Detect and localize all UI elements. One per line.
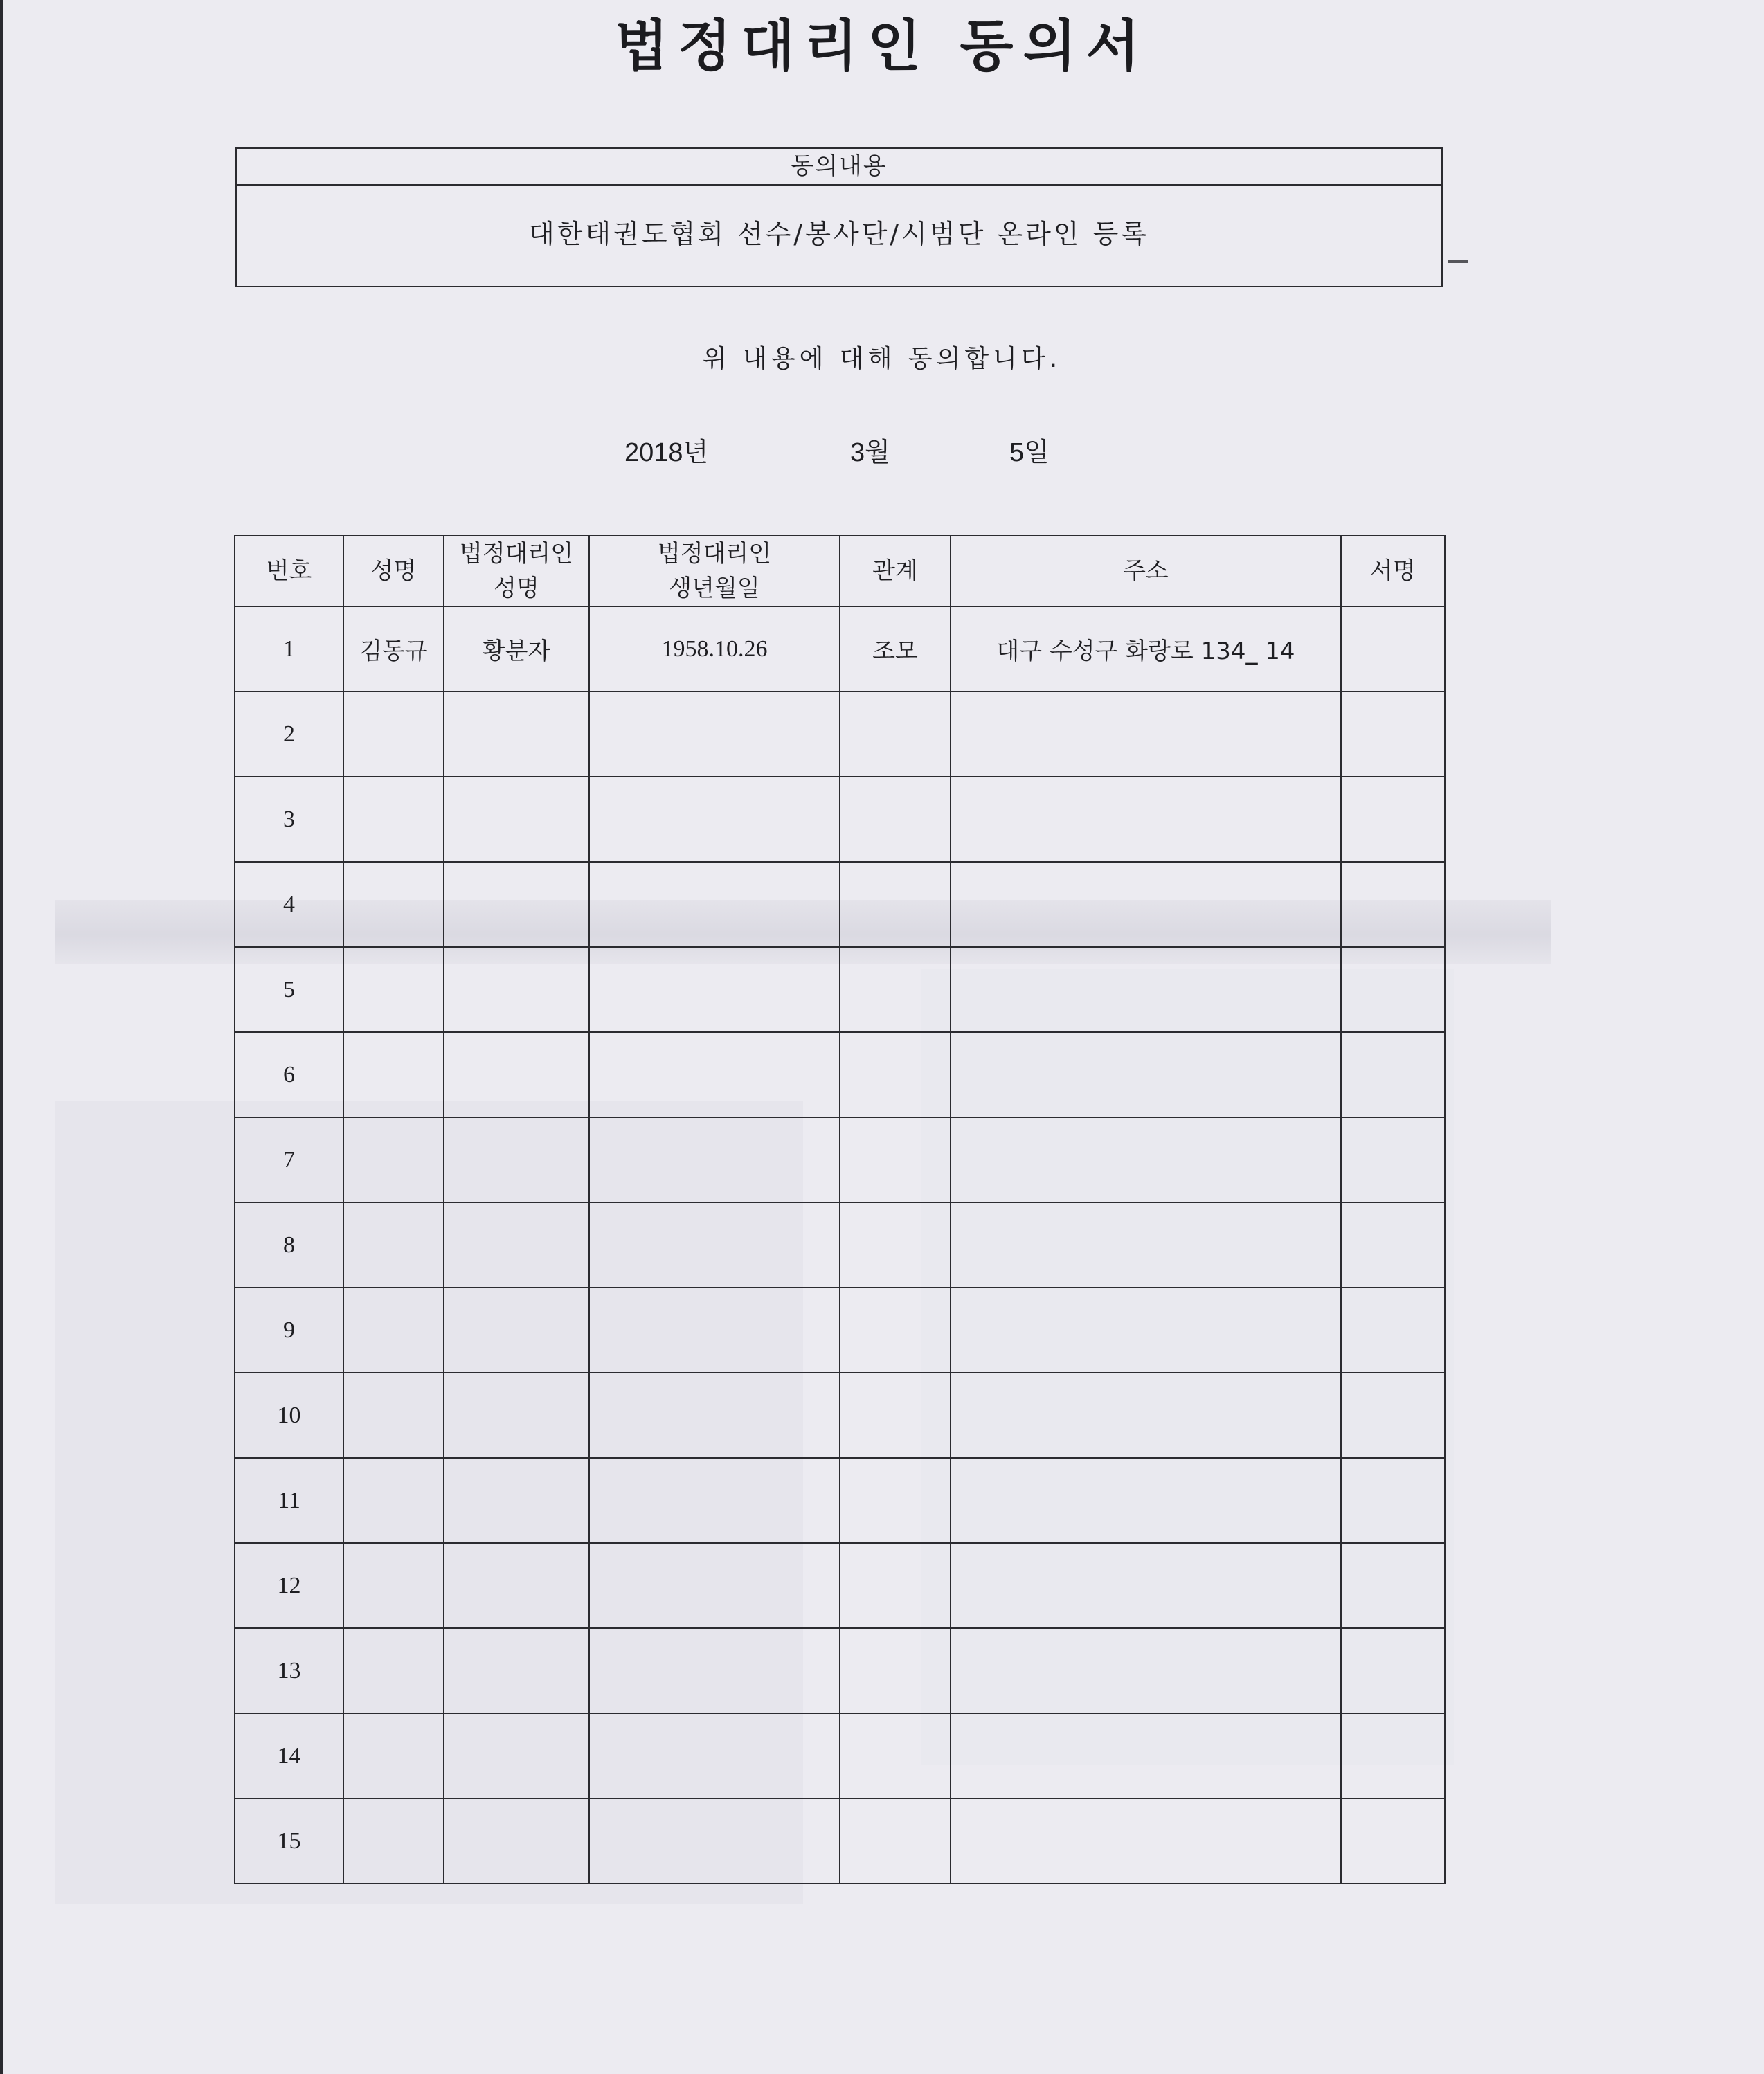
row-guardian-name — [444, 1032, 589, 1117]
row-name — [343, 1032, 444, 1117]
guardian-table — [234, 535, 1446, 1884]
row-name — [343, 1288, 444, 1373]
row-address — [951, 1713, 1341, 1798]
row-guardian-birth — [589, 692, 840, 777]
row-signature — [1341, 1458, 1445, 1543]
row-name — [343, 1373, 444, 1458]
row-guardian-name — [444, 1628, 589, 1713]
row-name — [343, 947, 444, 1032]
row-address — [951, 1117, 1341, 1202]
header-guardian-birth-line2: 생년월일 — [669, 575, 760, 602]
row-signature — [1341, 1798, 1445, 1884]
row-guardian-name — [444, 1713, 589, 1798]
row-signature — [1341, 1543, 1445, 1628]
row-signature — [1341, 862, 1445, 947]
row-name — [343, 1798, 444, 1884]
header-no: 번호 — [235, 536, 343, 606]
consent-content: 대한태권도협회 선수/봉사단/시범단 온라인 등록 — [528, 219, 1149, 249]
table-row — [235, 862, 1445, 947]
row-guardian-birth — [589, 1713, 840, 1798]
row-guardian-name — [444, 1288, 589, 1373]
row-relation — [840, 947, 951, 1032]
row-signature — [1341, 777, 1445, 862]
row-relation — [840, 1117, 951, 1202]
header-signature: 서명 — [1341, 536, 1445, 606]
row-name — [343, 1628, 444, 1713]
row-relation — [840, 1032, 951, 1117]
row-name — [343, 1543, 444, 1628]
row-guardian-birth: 1958.10.26 — [589, 606, 840, 692]
row-address — [951, 1798, 1341, 1884]
document-title: 법정대리인 동의서 — [614, 14, 1150, 78]
table-row — [235, 1032, 1445, 1117]
row-address — [951, 1202, 1341, 1288]
row-signature — [1341, 1373, 1445, 1458]
row-number: 15 — [235, 1798, 343, 1884]
row-number: 10 — [235, 1373, 343, 1458]
row-name — [343, 1713, 444, 1798]
table-row — [235, 1713, 1445, 1798]
row-relation — [840, 692, 951, 777]
row-guardian-name — [444, 1798, 589, 1884]
table-row — [235, 1117, 1445, 1202]
row-address — [951, 692, 1341, 777]
row-address — [951, 1628, 1341, 1713]
row-guardian-birth — [589, 1117, 840, 1202]
table-row — [235, 1543, 1445, 1628]
row-guardian-birth — [589, 1543, 840, 1628]
row-guardian-birth — [589, 1458, 840, 1543]
row-address: 대구 수성구 화랑로 134_ 14 — [951, 606, 1341, 692]
scan-mark — [1448, 260, 1468, 263]
row-guardian-birth — [589, 1628, 840, 1713]
date-day: 5일 — [1009, 438, 1050, 467]
date-year: 2018년 — [624, 438, 709, 467]
row-address — [951, 777, 1341, 862]
table-row — [235, 1798, 1445, 1884]
row-name — [343, 692, 444, 777]
table-row — [235, 1202, 1445, 1288]
row-relation: 조모 — [840, 606, 951, 692]
row-guardian-birth — [589, 777, 840, 862]
row-number: 7 — [235, 1117, 343, 1202]
row-address — [951, 1543, 1341, 1628]
row-number: 13 — [235, 1628, 343, 1713]
row-signature — [1341, 1117, 1445, 1202]
page-left-edge — [0, 0, 3, 2074]
header-guardian-name — [444, 536, 589, 606]
table-row — [235, 947, 1445, 1032]
agreement-statement: 위 내용에 대해 동의합니다. — [702, 345, 1062, 373]
row-address — [951, 1032, 1341, 1117]
row-name — [343, 1117, 444, 1202]
row-signature — [1341, 1032, 1445, 1117]
row-signature — [1341, 1288, 1445, 1373]
header-guardian-name-line2: 성명 — [494, 575, 539, 602]
row-number: 3 — [235, 777, 343, 862]
row-relation — [840, 1543, 951, 1628]
row-address — [951, 1373, 1341, 1458]
row-signature — [1341, 1628, 1445, 1713]
row-guardian-name — [444, 1202, 589, 1288]
consent-box — [235, 147, 1443, 287]
row-guardian-name — [444, 947, 589, 1032]
row-number: 6 — [235, 1032, 343, 1117]
row-relation — [840, 1202, 951, 1288]
row-guardian-name — [444, 1373, 589, 1458]
row-number: 4 — [235, 862, 343, 947]
row-number: 5 — [235, 947, 343, 1032]
row-relation — [840, 1628, 951, 1713]
row-number: 14 — [235, 1713, 343, 1798]
row-guardian-name — [444, 1458, 589, 1543]
row-guardian-name — [444, 1543, 589, 1628]
row-guardian-birth — [589, 862, 840, 947]
table-row — [235, 1458, 1445, 1543]
row-relation — [840, 862, 951, 947]
row-guardian-name — [444, 692, 589, 777]
table-row — [235, 1373, 1445, 1458]
row-signature — [1341, 692, 1445, 777]
row-guardian-birth — [589, 1373, 840, 1458]
row-address — [951, 862, 1341, 947]
table-row — [235, 606, 1445, 692]
consent-header: 동의내용 — [237, 149, 1441, 186]
header-guardian-birth — [589, 536, 840, 606]
header-relation: 관계 — [840, 536, 951, 606]
row-relation — [840, 1458, 951, 1543]
row-guardian-name — [444, 1117, 589, 1202]
row-guardian-birth — [589, 1288, 840, 1373]
date-month: 3월 — [850, 438, 890, 467]
row-number: 2 — [235, 692, 343, 777]
row-address — [951, 1458, 1341, 1543]
row-guardian-birth — [589, 1202, 840, 1288]
row-address — [951, 947, 1341, 1032]
row-relation — [840, 1798, 951, 1884]
header-address: 주소 — [951, 536, 1341, 606]
row-guardian-name — [444, 862, 589, 947]
header-guardian-name-line1: 법정대리인 — [459, 540, 574, 568]
row-guardian-name — [444, 777, 589, 862]
row-name: 김동규 — [343, 606, 444, 692]
row-signature — [1341, 1713, 1445, 1798]
table-row — [235, 1288, 1445, 1373]
header-guardian-birth-line1: 법정대리인 — [657, 540, 772, 568]
row-signature — [1341, 947, 1445, 1032]
row-guardian-birth — [589, 1032, 840, 1117]
row-guardian-birth — [589, 1798, 840, 1884]
row-number: 11 — [235, 1458, 343, 1543]
row-guardian-name: 황분자 — [444, 606, 589, 692]
row-signature — [1341, 1202, 1445, 1288]
row-name — [343, 777, 444, 862]
row-signature — [1341, 606, 1445, 692]
header-name: 성명 — [343, 536, 444, 606]
row-number: 12 — [235, 1543, 343, 1628]
row-number: 1 — [235, 606, 343, 692]
row-name — [343, 1202, 444, 1288]
table-row — [235, 1628, 1445, 1713]
row-relation — [840, 1713, 951, 1798]
row-address — [951, 1288, 1341, 1373]
table-header-row — [235, 536, 1445, 606]
row-relation — [840, 1288, 951, 1373]
row-relation — [840, 1373, 951, 1458]
table-row — [235, 777, 1445, 862]
table-row — [235, 692, 1445, 777]
row-guardian-birth — [589, 947, 840, 1032]
row-number: 8 — [235, 1202, 343, 1288]
row-relation — [840, 777, 951, 862]
row-name — [343, 1458, 444, 1543]
row-name — [343, 862, 444, 947]
row-number: 9 — [235, 1288, 343, 1373]
